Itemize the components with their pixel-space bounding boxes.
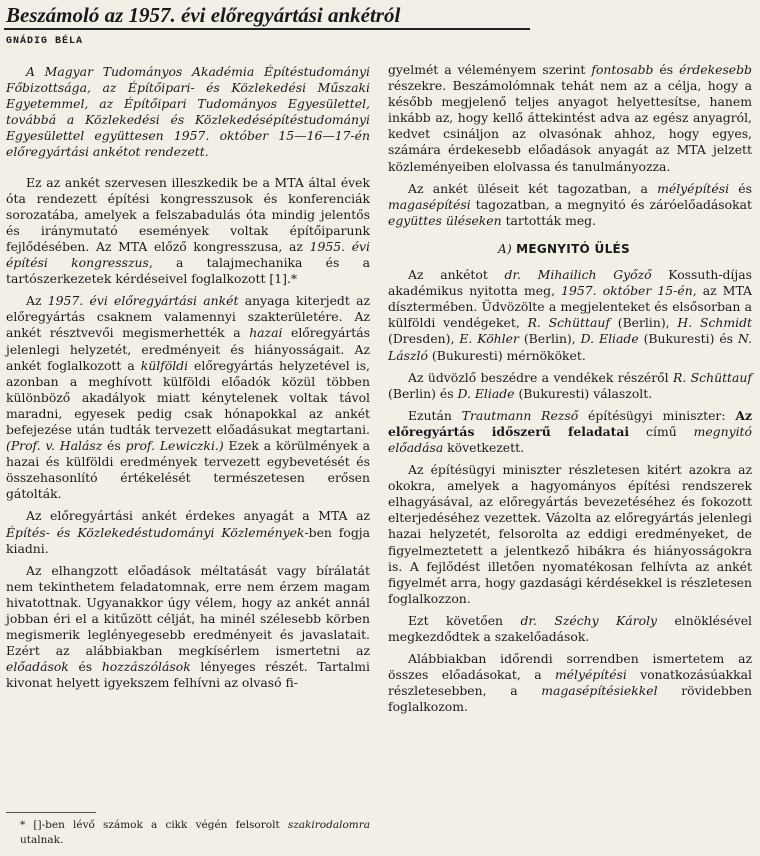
emphasis: magasépítési	[388, 196, 471, 212]
footnote-divider	[6, 812, 96, 813]
emphasis: D. Eliade	[457, 385, 515, 401]
emphasis: dr. Széchy Károly	[520, 612, 658, 628]
paragraph	[388, 651, 752, 715]
text: Alábbiakban időrendi sorrendben ismertetem az összes előadásokat, a	[388, 651, 752, 683]
emphasis: együttes üléseken	[388, 212, 502, 228]
paragraph	[6, 293, 370, 502]
section-title: MEGNYITÓ ÜLÉS	[516, 241, 630, 256]
text: részekre. Beszámolómnak tehát nem az a célja, hogy a később megjelenő teljes anyagot helyettesítse, hanem inkább az, hogy kellő áttekintést adva az egész anyagról, kedvet csináljon az olvasónak ahhoz, hogy egyes, számára érdekesebb előadások anyagát az MTA jelzett közleményeiben elolvassa és tanulmányozza.	[388, 78, 752, 174]
paragraph	[388, 408, 752, 456]
emphasis: E. Köhler	[459, 331, 519, 347]
footnote-text: * []-ben lévő számok a cikk végén felsorolt	[20, 819, 288, 831]
text: (Bukuresti) válaszolt.	[514, 385, 653, 401]
text: gyelmét a véleményem szerint	[388, 62, 592, 77]
text: és	[68, 659, 102, 675]
text: Ezek a körülmények a hazai és külföldi eredmények tervezett egybevetését és összehasonlító értékelését természetesen erősen gátolták.	[6, 438, 370, 502]
emphasis: külföldi	[140, 357, 189, 373]
text: és	[653, 62, 680, 77]
footnote-text: utalnak.	[20, 834, 64, 846]
text: rövidebben foglalkozom.	[388, 683, 752, 715]
text: (Bukuresti) és	[638, 331, 738, 347]
paragraph	[388, 62, 752, 175]
emphasis: H. Schmidt	[677, 315, 752, 331]
emphasis: fontosabb	[591, 62, 654, 77]
text: (Dresden),	[388, 331, 460, 347]
text: Az ankétot	[408, 267, 505, 283]
emphasis: D. Eliade	[580, 331, 639, 347]
emphasis: hozzászólások	[101, 659, 191, 675]
text: (Berlin),	[518, 331, 581, 347]
emphasis: megnyitó előadása	[388, 423, 752, 455]
text: előregyártás helyzetével is, azonban a meghívott külföldi előadók közül többen különböző akadályok miatt kénytelenek voltak távol maradni, egyesek pedig csak hónapokkal az ankét befejezése után tudták tervezett előadásukat megtartani.	[6, 357, 370, 437]
paragraph	[388, 370, 752, 402]
paragraph	[6, 563, 370, 692]
text: előregyártás jelenlegi helyzetét, eredményeit és hiányosságait. Az ankét foglalkozott a	[6, 325, 370, 373]
text: következett.	[443, 439, 525, 455]
paragraph	[388, 462, 752, 607]
text: Ez az ankét szervesen illeszkedik be a MTA által évek óta rendezett építési kongresszusok és konferenciák sorozatába, amelyek a felszabadulás óta mindig jelentős és iránymutató események voltak építőiparunk fejlődésében. Az MTA előző kongresszusa, az	[6, 174, 370, 254]
emphasis: R. Schüttauf	[673, 369, 752, 385]
paragraph	[388, 181, 752, 229]
emphasis: mélyépítési	[657, 180, 730, 196]
right-column	[388, 62, 752, 721]
text: Kossuth-díjas akadémikus nyitotta meg,	[388, 267, 752, 299]
left-column	[6, 64, 370, 697]
lecture-title: Az előregyártás időszerű feladatai	[388, 407, 752, 439]
emphasis: (Prof. v. Halász	[6, 438, 103, 454]
text: Az ankét üléseit két tagozatban, a	[408, 180, 658, 196]
title-underline	[4, 28, 530, 30]
article-title: Beszámoló az 1957. évi előregyártási ankétról	[6, 3, 401, 27]
text: (Bukuresti) mérnököket.	[427, 347, 586, 363]
emphasis: 1955. évi építési kongresszus	[6, 238, 370, 271]
emphasis: dr. Mihailich Győző	[504, 267, 652, 283]
emphasis: hazai	[249, 325, 283, 341]
emphasis: szakirodalomra	[287, 819, 370, 831]
text: tartották meg.	[501, 212, 597, 228]
emphasis: R. Schüttauf	[527, 315, 610, 331]
text: és	[102, 438, 126, 454]
text: (Berlin),	[609, 315, 678, 331]
paragraph	[388, 613, 752, 645]
text: lényeges részét. Tartalmi kivonat helyett igyekszem felhívni az olvasó fi-	[6, 659, 370, 691]
text: Az	[26, 293, 48, 309]
emphasis: érdekesebb	[679, 62, 752, 77]
text: Az előregyártási ankét érdekes anyagát a MTA az	[26, 508, 370, 524]
text: (Berlin) és	[388, 385, 458, 401]
emphasis: mélyépítési	[554, 667, 627, 683]
text: és	[729, 180, 752, 196]
text: vonatkozásúakkal részletesebben, a	[388, 667, 752, 699]
paragraph	[6, 175, 370, 288]
text: anyaga kiterjedt az előregyártás csaknem valamennyi szakterületére. Az ankét résztvevői megismerhették a	[6, 293, 370, 341]
emphasis: előadások	[6, 659, 69, 675]
lead-paragraph	[6, 64, 370, 161]
text: tagozatban, a megnyitó és záróelőadásokat	[470, 196, 752, 212]
text: -ben fogja kiadni.	[6, 524, 371, 556]
article-author: GNÁDIG BÉLA	[6, 36, 84, 47]
emphasis: 1957. évi előregyártási ankét	[47, 293, 239, 309]
text: Az üdvözlő beszédre a vendékek részéről	[408, 369, 674, 385]
emphasis: 1957. október 15-én	[561, 283, 693, 299]
paragraph	[388, 267, 752, 364]
text: Ezután	[408, 407, 462, 423]
section-heading	[388, 241, 752, 257]
text: építésügyi miniszter:	[578, 407, 736, 423]
text: , az MTA dísztermében. Üdvözölte a megjelenteket és elsősorban a külföldi vendégeket,	[388, 283, 752, 331]
emphasis: N. László	[388, 331, 752, 363]
text: Az építésügyi miniszter részletesen kitért azokra az okokra, amelyek a hagyományos építési rendszerek elhagyásával, az előregyártás bevezetéséhez és fokozott elterjedéséhez vezettek. Vázolta az előregyártás jelenlegi hazai helyzetét, felsorolta az eddigi eredményeket, de figyelmeztetett a jelentkező hibákra és hiányosságokra is. A fejlődést illetően nyomatékosan felhívta az ankét figyelmét arra, hogy gazdasági kérdésekkel is részletesen foglalkozzon.	[388, 462, 752, 606]
footnote	[20, 818, 370, 848]
text: Ezt követően	[408, 612, 521, 628]
emphasis: Építés- és Közlekedéstudományi Közlemények	[6, 524, 305, 540]
emphasis: magasépítésiekkel	[541, 683, 658, 699]
text: , a talajmechanika és a tartószerkezetek kérdéseivel foglalkozott [1].*	[6, 255, 370, 287]
text: című	[629, 423, 694, 439]
paragraph	[6, 508, 370, 556]
lead-text: A Magyar Tudományos Akadémia Építéstudományi Főbizottsága, az Építőipari- és Közlekedési Műszaki Egyetemmel, az Építőipari Tudományos Egyesülettel, továbbá a Közlekedési és Közlekedésépítéstudományi Egyesülettel együttesen 1957. október 15—16—17-én előregyártási ankétot rendezett.	[6, 64, 370, 160]
emphasis: Trautmann Rezső	[461, 407, 579, 423]
text: Az elhangzott előadások méltatását vagy bírálatát nem tekinthetem feladatomnak, erre nem érzem magam hivatottnak. Ugyanakkor úgy vélem, hogy az ankét annál jobban éri el a kitűzött célját, ha minél szélesebb körben megismerik leglényegesebb eredményeit és javaslatait. Ezért az alábbiakban megkísérlem ismertetni az	[6, 562, 370, 659]
text: elnöklésével megkezdődtek a szakelőadások.	[388, 612, 753, 644]
section-letter: A)	[498, 241, 512, 256]
emphasis: prof. Lewiczki.)	[125, 438, 224, 454]
